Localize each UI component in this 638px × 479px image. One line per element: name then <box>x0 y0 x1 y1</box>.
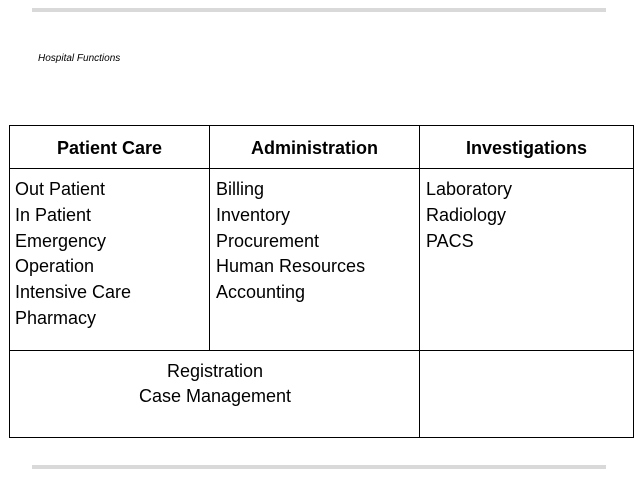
top-divider <box>32 8 606 12</box>
header-investigations: Investigations <box>465 138 588 158</box>
list-item: PACS <box>426 230 474 251</box>
list-item: In Patient <box>15 204 92 225</box>
list-item: Out Patient <box>15 179 106 199</box>
slide-title: Hospital Functions <box>38 53 121 64</box>
case-management-line: Case Management <box>138 386 292 406</box>
header-divider <box>10 168 633 169</box>
list-item: Laboratory <box>426 179 513 199</box>
column-divider-1 <box>209 126 210 350</box>
list-item: Emergency <box>15 230 107 251</box>
functions-table <box>9 125 634 438</box>
list-item: Inventory <box>216 204 291 225</box>
administration-list <box>216 177 365 306</box>
registration-line: Registration <box>166 361 264 381</box>
header-patient-care: Patient Care <box>56 138 163 158</box>
list-item: Accounting <box>216 282 306 303</box>
list-item: Operation <box>15 256 95 277</box>
list-item: Pharmacy <box>15 307 97 328</box>
row-divider <box>10 350 633 351</box>
list-item: Procurement <box>216 230 320 251</box>
patient-care-list <box>15 177 131 332</box>
bottom-divider <box>32 465 606 469</box>
list-item: Billing <box>216 179 265 199</box>
investigations-list <box>426 177 512 254</box>
list-item: Intensive Care <box>15 282 132 303</box>
header-administration: Administration <box>250 138 378 158</box>
list-item: Human Resources <box>216 256 366 277</box>
registration-cell <box>10 359 420 409</box>
list-item: Radiology <box>426 204 507 225</box>
